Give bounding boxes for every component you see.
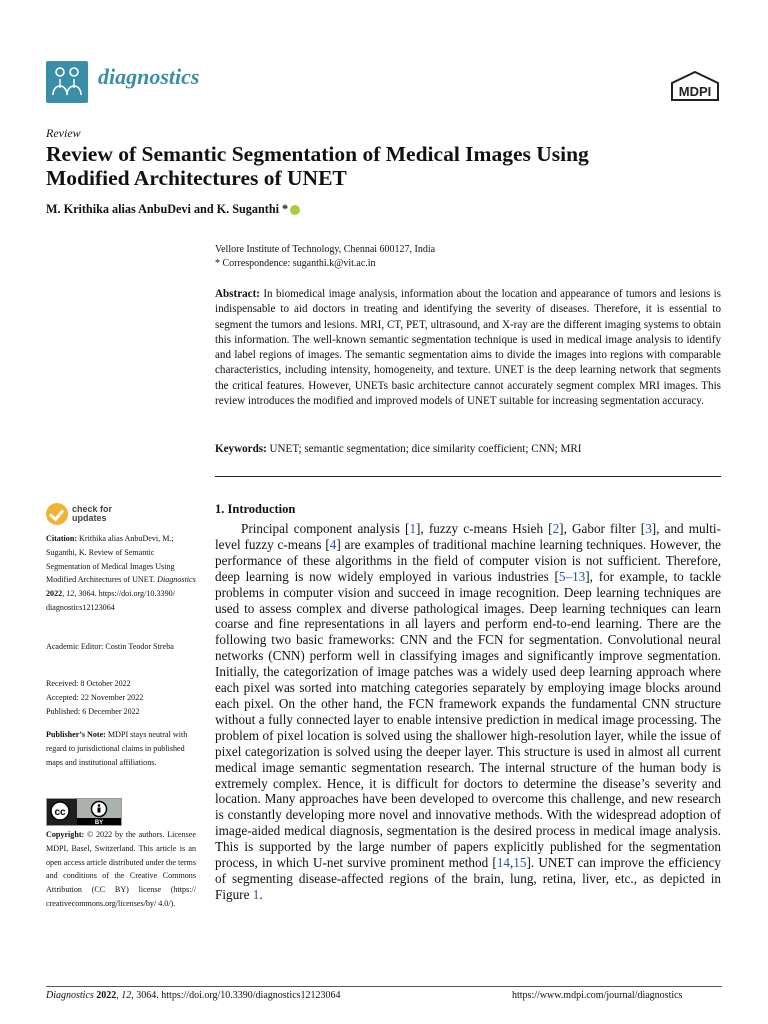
journal-logo-icon bbox=[46, 61, 88, 103]
citation-link[interactable]: 15 bbox=[513, 855, 527, 871]
text-run: Principal component analysis [ bbox=[241, 521, 410, 536]
figure-link[interactable]: 1 bbox=[252, 886, 260, 902]
copyright-text: © 2022 by the authors. Licensee MDPI, Basel, Switzerland. This article is an open access article distributed under the terms and conditions of the Creative Commons Attribution (CC BY) license (https:// creativecommons.org/licenses/by/ 4.0/). bbox=[46, 830, 196, 908]
citation-doi[interactable]: , 3064. https://doi.org/10.3390/ diagnostics12123064 bbox=[46, 589, 175, 612]
keywords-label: Keywords: bbox=[215, 443, 267, 455]
svg-text:cc: cc bbox=[54, 807, 66, 818]
affiliation: Vellore Institute of Technology, Chennai 600127, India bbox=[215, 244, 436, 255]
section-heading: 1. Introduction bbox=[215, 502, 296, 516]
title-line-2: Modified Architectures of UNET bbox=[46, 166, 347, 190]
footer-citation bbox=[46, 990, 341, 1001]
check-for-updates-button[interactable] bbox=[46, 503, 112, 525]
text-run: ], for example, to tackle problems in computer vision and succeed in image recognition. Deep learning techniques are used to assess complex and diverse pathological images. Deep learning techniques can learn coarse and fine representations in all layers and perform end-to-end learning. There are the following two basic frameworks: CNN and the FCN for segmentation. Convolutional neural networks (CNN) perform well in classifying images and significantly improve segmentation. Initially, the categorization of image patches was a widely used deep learning approach where each pixel was sorted into matching categories separately by employing image blocks around each pixel. On the other hand, the FCN framework expands the fundamental CNN structure without a fully connected layer to enable intensive prediction in medical image processing. The problem of pixel location is solved using the shallower high-resolution layer, while the issue of pixel categorization is solved using the deeper layer. This structure is used in almost all current medical image semantic segmentation research. The internal structure of the human body is extremely complex. Hence, it is difficult for doctors to determine the disease’s severity and location. Many approaches have been developed to overcome this challenge, and new research is constantly developing more novel and innovative methods. With the widespread adoption of image-aided medical diagnosis, segmentation is the desired process in medical image analysis. This is supported by the large number of papers explicitly published for the segmentation process, in which U-net survive prominent method [ bbox=[215, 568, 721, 871]
cc-by-license-icon[interactable] bbox=[46, 798, 122, 826]
article-type: Review bbox=[46, 126, 81, 140]
citation-text: Krithika alias AnbuDevi, M.; Suganthi, K. Review of Semantic Segmentation of Medical Images Using Modified Architectures of UNET. bbox=[46, 534, 175, 585]
copyright-label: Copyright: bbox=[46, 830, 85, 839]
introduction-body bbox=[215, 521, 721, 903]
abstract bbox=[215, 287, 721, 409]
cc-by-label: BY bbox=[94, 820, 104, 825]
copyright-notice bbox=[46, 828, 196, 911]
citation-year: 2022 bbox=[46, 589, 63, 599]
footer-journal-url[interactable]: https://www.mdpi.com/journal/diagnostics bbox=[512, 990, 683, 1001]
mdpi-logo[interactable] bbox=[668, 70, 722, 106]
publication-dates bbox=[46, 677, 196, 718]
keywords-text: UNET; semantic segmentation; dice similarity coefficient; CNN; MRI bbox=[266, 443, 582, 455]
section-divider bbox=[215, 476, 721, 477]
footer-year: 2022 bbox=[93, 990, 117, 1001]
check-updates-icon bbox=[46, 503, 68, 525]
authors-text: M. Krithika alias AnbuDevi and K. Suganthi * bbox=[46, 202, 289, 216]
check-updates-line-1: check for bbox=[72, 504, 113, 514]
intro-paragraph bbox=[215, 521, 721, 903]
citation-block bbox=[46, 532, 196, 615]
correspondence: * Correspondence: suganthi.k@vit.ac.in bbox=[215, 258, 376, 269]
check-updates-label bbox=[72, 505, 112, 523]
citation-link[interactable]: 5–13 bbox=[558, 568, 586, 584]
orcid-icon[interactable] bbox=[290, 205, 300, 215]
journal-name[interactable]: diagnostics bbox=[98, 64, 200, 89]
citation-volume: , 12 bbox=[62, 589, 75, 599]
text-run: ] are examples of traditional machine learning techniques. However, the performance of these algorithms in the field of computer vision is not sufficient. Therefore, deep learning is now widely employed in various industries [ bbox=[215, 536, 721, 584]
text-run: ], Gabor filter [ bbox=[559, 521, 646, 536]
citation-link[interactable]: 4 bbox=[329, 536, 337, 552]
author-list bbox=[46, 202, 300, 217]
citation-journal: Diagnostics bbox=[157, 575, 196, 585]
affiliation-block bbox=[215, 243, 435, 271]
pubnote-text: MDPI stays neutral with regard to jurisdictional claims in published maps and institutional affiliations. bbox=[46, 730, 188, 767]
citation-link[interactable]: 1 bbox=[409, 521, 417, 536]
title-line-1: Review of Semantic Segmentation of Medical Images Using bbox=[46, 142, 589, 166]
abstract-text: In biomedical image analysis, information about the location and appearance of tumors and lesions is indispensable to aid doctors in treating and identifying the severity of diseases. Therefore, it is essential to segment the tumors and lesions. MRI, CT, PET, ultrasound, and X-ray are the different imaging systems to obtain this information. The well-known semantic segmentation technique is used in medical image analysis to identify and label regions of images. The semantic segmentation aims to divide the images into regions with comparable characteristics, including intensity, homogeneity, and texture. UNET is the deep learning network that segments the critical features. However, UNETs basic architecture cannot accurately segment complex MRI images. This review introduces the modified and improved models of UNET suitable for increasing segmentation accuracy. bbox=[215, 288, 721, 408]
published-date: Published: 6 December 2022 bbox=[46, 706, 140, 716]
footer-doi[interactable]: , 3064. https://doi.org/10.3390/diagnostics12123064 bbox=[131, 990, 341, 1001]
academic-editor: Academic Editor: Costin Teodor Streba bbox=[46, 642, 174, 651]
citation-link[interactable]: 2 bbox=[552, 521, 560, 536]
mdpi-logo-text: MDPI bbox=[678, 84, 712, 99]
text-run: , bbox=[510, 855, 514, 871]
text-run: ]. UNET can improve the efficiency of segmenting disease-affected regions of the brain, lung, retina, liver, etc., as depicted in Figure bbox=[215, 855, 721, 902]
publishers-note bbox=[46, 728, 196, 769]
footer-volume: , 12 bbox=[116, 990, 132, 1001]
citation-link[interactable]: 14 bbox=[496, 855, 510, 871]
check-updates-line-2: updates bbox=[72, 513, 107, 523]
text-run: ], fuzzy c-means Hsieh [ bbox=[416, 521, 553, 536]
footer-divider bbox=[46, 986, 722, 987]
text-run: . bbox=[259, 886, 263, 902]
keywords bbox=[215, 443, 721, 455]
citation-label: Citation: bbox=[46, 534, 78, 543]
article-title bbox=[46, 142, 726, 190]
abstract-label: Abstract: bbox=[215, 288, 260, 300]
received-date: Received: 8 October 2022 bbox=[46, 679, 131, 688]
footer-journal: Diagnostics bbox=[46, 990, 94, 1001]
text-run: ], and multi-level fuzzy c-means [ bbox=[215, 521, 721, 552]
citation-link[interactable]: 3 bbox=[645, 521, 652, 536]
pubnote-label: Publisher’s Note: bbox=[46, 730, 106, 739]
accepted-date: Accepted: 22 November 2022 bbox=[46, 692, 144, 702]
